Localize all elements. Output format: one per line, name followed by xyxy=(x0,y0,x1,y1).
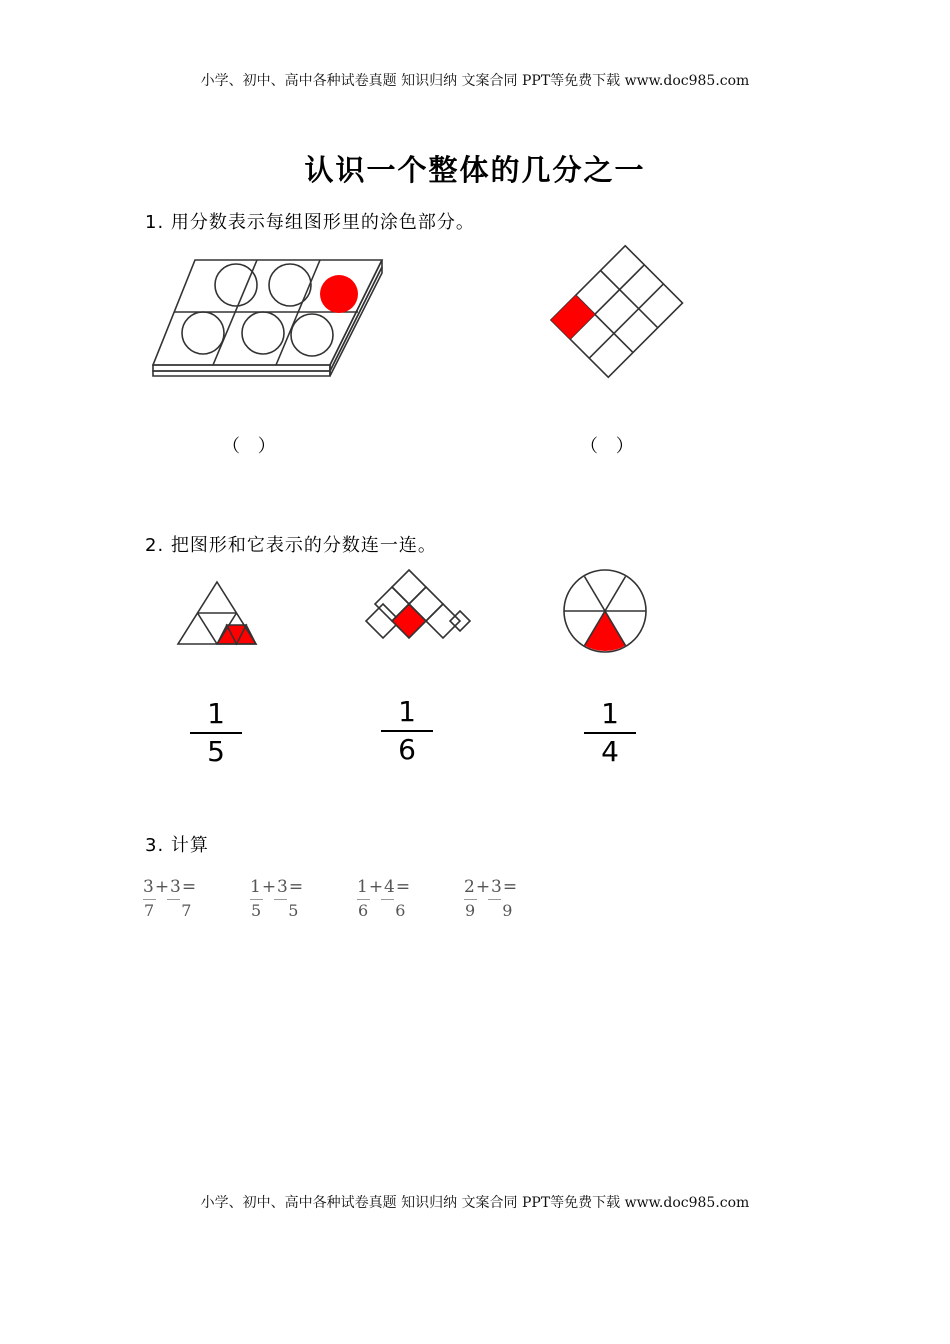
expression-top: 2+3= xyxy=(464,877,519,897)
denominator: 6 xyxy=(398,733,416,766)
diamond-squares-figure xyxy=(364,568,474,658)
denominator: 4 xyxy=(601,735,619,768)
numerator: 1 xyxy=(207,697,225,730)
shaded-circle xyxy=(320,275,358,313)
shaded-square xyxy=(392,604,426,638)
numerator: 1 xyxy=(601,697,619,730)
calc-expression-1 xyxy=(143,878,202,920)
answer-blank-2[interactable]: （ ） xyxy=(580,436,640,457)
page-footer: 小学、初中、高中各种试卷真题 知识归纳 文案合同 PPT等免费下载 www.doc985.com xyxy=(200,1195,750,1211)
fraction-one-sixth[interactable] xyxy=(377,696,437,766)
fraction-bar xyxy=(190,732,242,734)
triangle-figure xyxy=(178,580,260,648)
shaded-rectangle xyxy=(551,295,595,339)
fraction-bar xyxy=(584,732,636,734)
page-header: 小学、初中、高中各种试卷真题 知识归纳 文案合同 PPT等免费下载 www.doc985.com xyxy=(200,73,750,89)
expression-top: 3+3= xyxy=(143,877,198,897)
fraction-one-fourth[interactable] xyxy=(580,698,640,768)
question-2-text: 2. 把图形和它表示的分数连一连。 xyxy=(145,535,437,556)
fraction-one-fifth[interactable] xyxy=(186,698,246,768)
expression-top: 1+3= xyxy=(250,877,305,897)
page-title: 认识一个整体的几分之一 xyxy=(304,153,646,187)
circles-tray-figure xyxy=(150,255,390,380)
denominator: 5 xyxy=(207,735,225,768)
expression-bottom: 7 7 xyxy=(144,901,203,920)
calc-expression-2 xyxy=(250,878,309,920)
expression-bottom: 6 6 xyxy=(358,901,417,920)
expression-bottom: 9 9 xyxy=(465,901,524,920)
shaded-sector xyxy=(585,611,626,651)
expression-top: 1+4= xyxy=(357,877,412,897)
expression-bottom: 5 5 xyxy=(251,901,310,920)
calc-expression-4 xyxy=(464,878,523,920)
answer-blank-1[interactable]: （ ） xyxy=(222,436,282,457)
numerator: 1 xyxy=(398,695,416,728)
rectangle-grid-figure xyxy=(545,245,685,380)
fraction-bar xyxy=(381,730,433,732)
question-3-text: 3. 计算 xyxy=(145,835,209,856)
question-1-text: 1. 用分数表示每组图形里的涂色部分。 xyxy=(145,212,475,233)
calc-expression-3 xyxy=(357,878,416,920)
circle-sectors-figure xyxy=(560,568,650,654)
